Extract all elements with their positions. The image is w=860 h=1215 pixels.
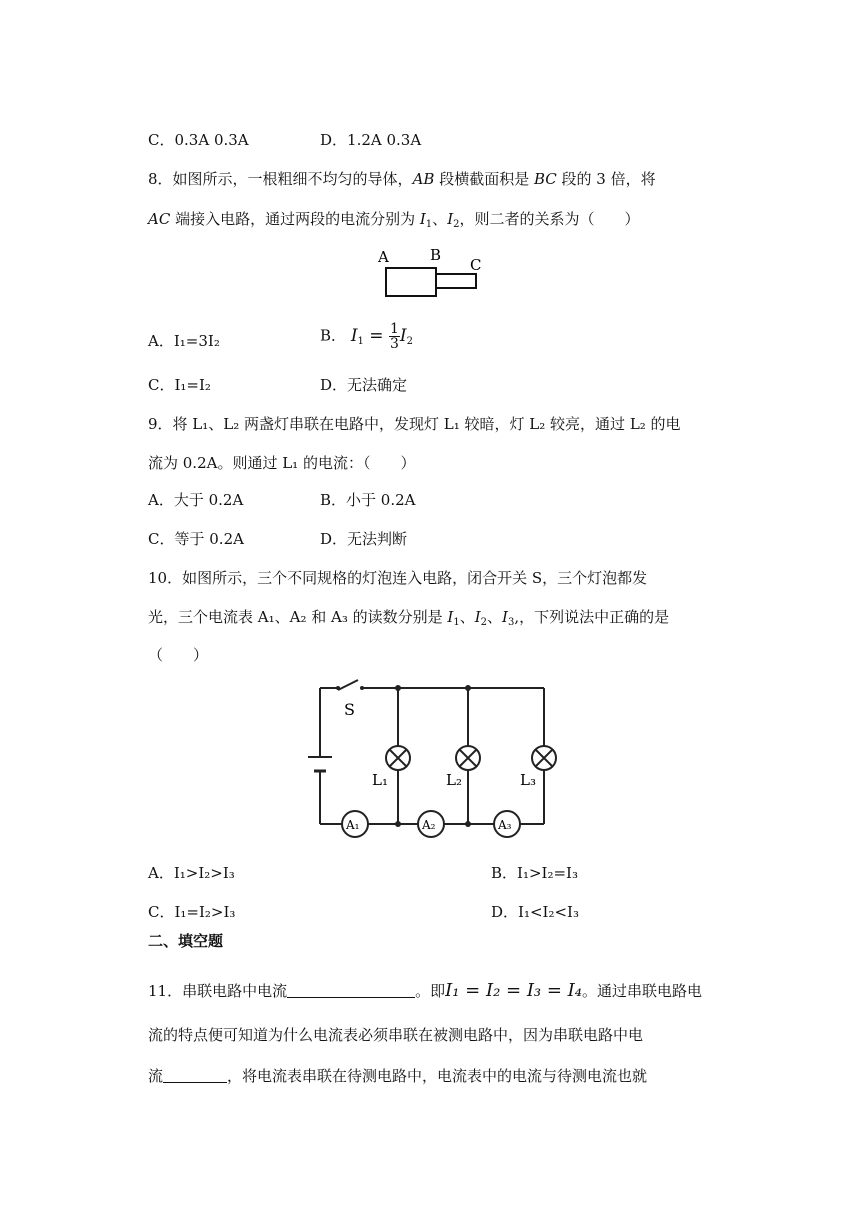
fraction-denominator: 3 [389, 336, 399, 352]
option-letter: A． [148, 864, 174, 882]
answer-blank-2[interactable] [163, 1068, 227, 1083]
switch-contact [360, 686, 364, 690]
junction-dot [395, 685, 401, 691]
option-letter: B． [320, 491, 347, 509]
q9-option-a [148, 489, 243, 510]
segment-bc: BC [533, 170, 557, 188]
current-equation: I₁ = I₂ = I₃ = I₄ [445, 980, 582, 1001]
answer-blank-1[interactable] [287, 983, 415, 998]
option-letter: D． [320, 376, 348, 394]
stem-text: 流 [148, 1067, 164, 1085]
q9-option-c [148, 528, 244, 549]
circuit-diagram [300, 675, 565, 845]
option-letter: A． [148, 491, 174, 509]
option-text: 无法判断 [347, 530, 408, 548]
fraction-numerator: 1 [389, 321, 399, 337]
stem-text: ，将电流表串联在待测电路中，电流表中的电流与待测电流也就 [227, 1067, 648, 1085]
option-letter: B． [491, 864, 518, 882]
q10-option-c [148, 901, 235, 922]
option-text: I₁<I₂<I₃ [518, 903, 579, 921]
lamp-label-l2: L₂ [446, 771, 462, 789]
q8-option-d [320, 374, 407, 395]
option-text: I₁=3I₂ [173, 332, 220, 350]
q10-option-b [491, 862, 578, 883]
segment-ab: AB [412, 170, 435, 188]
option-text: I₁=I₂ [174, 376, 211, 394]
option-text: I₁=I₂>I₃ [174, 903, 236, 921]
label-c: C [470, 256, 482, 274]
q11-line1 [148, 980, 702, 1001]
option-text: 小于 0.2A [346, 491, 416, 509]
ammeter-label-a1: A₁ [346, 818, 360, 832]
option-letter: D． [491, 903, 519, 921]
q10-stem-line1: 10．如图所示，三个不同规格的灯泡连入电路，闭合开关 S，三个灯泡都发 [148, 569, 648, 587]
q10-option-a [148, 862, 235, 883]
option-letter: B． [320, 326, 347, 345]
stem-text: 。即 [415, 982, 446, 1000]
ammeter-label-a3: A₃ [498, 818, 512, 832]
label-b: B [430, 246, 442, 264]
junction-dot [465, 821, 471, 827]
conductor-figure [372, 242, 492, 302]
switch-label: S [344, 700, 355, 719]
q7-option-d [320, 129, 421, 150]
stem-text: 端接入电路，通过两段的电流分别为 [170, 210, 420, 228]
q9-stem-line2: 流为 0.2A。则通过 L₁ 的电流：（ ） [148, 454, 416, 472]
option-text: 1.2A 0.3A [347, 131, 422, 149]
option-letter: A． [148, 332, 174, 350]
stem-text: 段横截面积是 [434, 170, 534, 188]
stem-text: 11．串联电路中电流 [148, 982, 288, 1000]
q7-option-c [148, 129, 249, 150]
option-letter: C． [148, 903, 175, 921]
ammeter-label-a2: A₂ [422, 818, 436, 832]
q11-line2: 流的特点便可知道为什么电流表必须串联在被测电路中，因为串联电路中电 [148, 1026, 644, 1044]
q9-stem-line1: 9．将 L₁、L₂ 两盏灯串联在电路中，发现灯 L₁ 较暗，灯 L₂ 较亮，通过 L₂ 的电 [148, 415, 681, 433]
stem-text: 光，三个电流表 A₁、A₂ 和 A₃ 的读数分别是 [148, 608, 448, 626]
junction-dot [395, 821, 401, 827]
option-letter: C． [148, 530, 175, 548]
lamp-label-l1: L₁ [372, 771, 388, 789]
option-text: I₁>I₂=I₃ [517, 864, 578, 882]
option-letter: C． [148, 376, 175, 394]
option-text: 无法确定 [347, 376, 408, 394]
stem-text: ，下列说法中正确的是 [519, 608, 670, 626]
q8-stem-line1 [148, 168, 656, 189]
section-heading: 二、填空题 [148, 932, 224, 950]
q11-line3 [148, 1065, 647, 1086]
option-text: 等于 0.2A [174, 530, 244, 548]
q9-option-b [320, 489, 416, 510]
q8-option-a [148, 330, 220, 351]
q8-option-b: B． $I_1$ = $\frac{1}{3}$ $I_2$ [320, 321, 413, 352]
q10-option-d [491, 901, 579, 922]
stem-text: 。通过串联电路电 [582, 982, 703, 1000]
stem-text: 段的 3 倍，将 [556, 170, 656, 188]
fraction [389, 322, 400, 351]
stem-text: 如图所示，一根粗细不均匀的导体， [172, 170, 413, 188]
option-text: I₁>I₂>I₃ [173, 864, 235, 882]
q9-option-d [320, 528, 407, 549]
option-letter: D． [320, 530, 348, 548]
q10-stem-line2: 光，三个电流表 A₁、A₂ 和 A₃ 的读数分别是 $I_1$、$I_2$、$I_3$,，下列说法中正确的是 [148, 608, 670, 628]
label-a: A [378, 248, 389, 266]
option-letter: C． [148, 131, 175, 149]
q10-stem-line3: （ ） [148, 646, 209, 664]
segment-ac: AC [148, 210, 171, 228]
junction-dot [465, 685, 471, 691]
q8-stem-line2: AC 端接入电路，通过两段的电流分别为 $I_1$、$I_2$，则二者的关系为（ ） [148, 210, 640, 230]
lamp-label-l3: L₃ [520, 771, 536, 789]
segment-ab-rect [386, 268, 436, 296]
option-letter: D． [320, 131, 348, 149]
q8-option-c [148, 374, 211, 395]
option-text: 0.3A 0.3A [174, 131, 249, 149]
switch-lever [338, 680, 358, 690]
switch-contact [336, 686, 340, 690]
option-text: 大于 0.2A [173, 491, 244, 509]
segment-bc-rect [436, 274, 476, 288]
question-number: 8． [148, 170, 173, 188]
stem-text: ，则二者的关系为（ ） [459, 210, 640, 228]
